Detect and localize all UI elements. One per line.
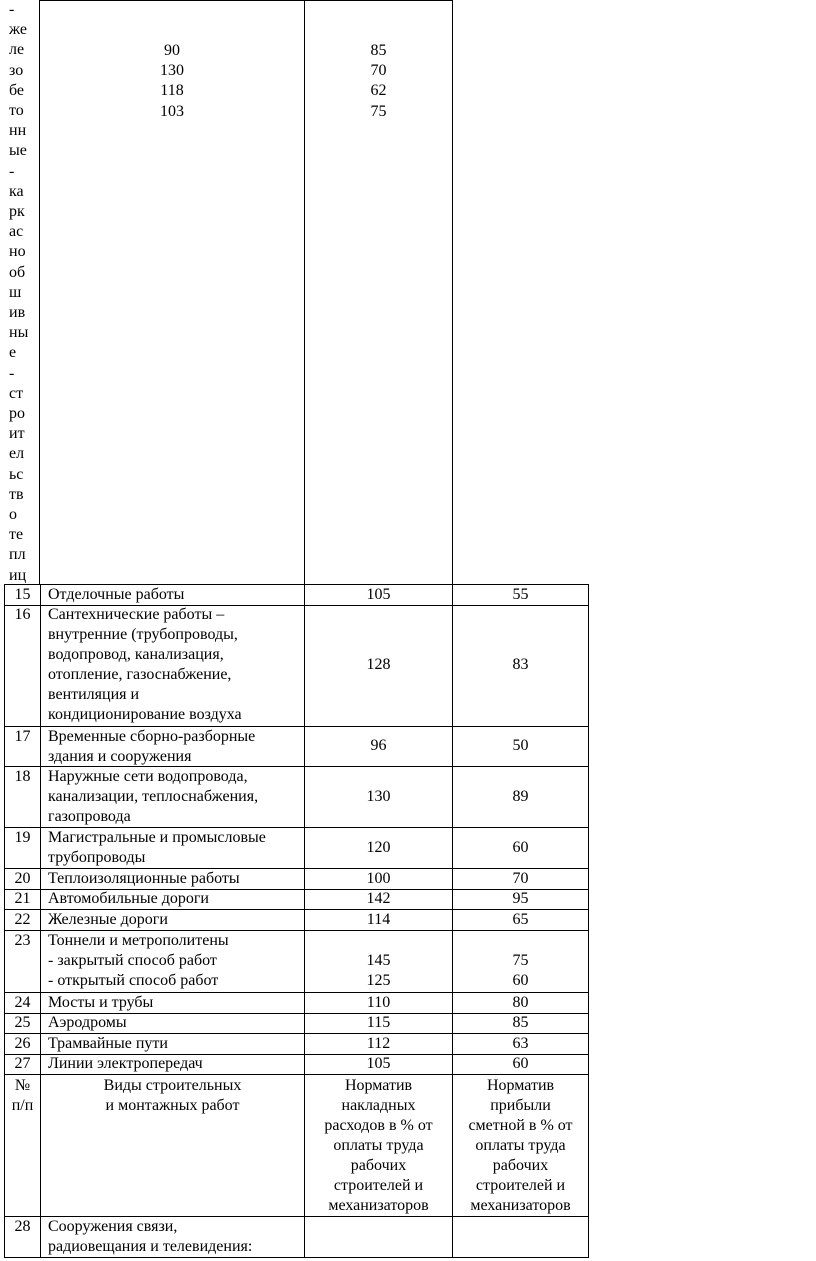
row-number: 25 (14, 1014, 31, 1031)
table-border (40, 584, 41, 1258)
overhead-value: 112 (366, 1035, 391, 1052)
header-profit: Норматив прибыли сметной в % от оплаты труда рабочих строителей и механизаторов (468, 1077, 573, 1214)
row-number: 16 (14, 606, 31, 623)
profit-value: 60 (512, 1055, 529, 1072)
profit-value: 63 (512, 1035, 529, 1052)
work-type: Отделочные работы (48, 586, 185, 603)
work-type: Магистральные и промысловые трубопроводы (48, 829, 266, 866)
overhead-value: 96 (370, 737, 387, 754)
profit-value: 89 (512, 788, 529, 805)
work-type: Теплоизоляционные работы (48, 870, 240, 887)
row-number: 18 (14, 768, 31, 785)
table-border (452, 0, 453, 584)
profit-value: 50 (512, 737, 529, 754)
table-border (4, 1257, 589, 1258)
table-border (39, 0, 453, 1)
overhead-value: 105 (366, 1055, 391, 1072)
overhead-value: 128 (366, 656, 391, 673)
profit-value: 75 60 (512, 952, 529, 989)
overhead-values: 90 130 118 103 (160, 42, 184, 120)
profit-value: 95 (512, 890, 529, 907)
row-number: 20 (14, 870, 31, 887)
profit-value: 55 (512, 586, 529, 603)
header-work-types: Виды строительных и монтажных работ (103, 1077, 242, 1114)
row-number: 19 (14, 829, 31, 846)
header-number: № п/п (11, 1077, 34, 1114)
row-number: 24 (14, 994, 31, 1011)
work-type: Временные сборно-разборные здания и сооружения (48, 728, 256, 765)
profit-value: 60 (512, 839, 529, 856)
row-number: 17 (14, 728, 31, 745)
vertical-text-cell: - же ле зо бе то нн ые - ка рк ас но об ш ив ны е - ст ро ит ел ьс тв о те пл иц (9, 1, 29, 584)
work-type: Автомобильные дороги (48, 890, 209, 907)
table-border (588, 584, 589, 1258)
header-overhead: Норматив накладных расходов в % от оплаты труда рабочих строителей и механизаторов (324, 1077, 433, 1214)
overhead-value: 142 (366, 890, 391, 907)
row-number: 15 (14, 586, 31, 603)
work-type: Трамвайные пути (48, 1035, 168, 1052)
work-type: Сантехнические работы – внутренние (трубопроводы, водопровод, канализация, отопление, газоснабжение, вентиляция и кондиционирование воздуха (48, 606, 242, 723)
profit-values: 85 70 62 75 (370, 42, 387, 120)
work-type: Сооружения связи, радиовещания и телевидения: (48, 1218, 253, 1255)
work-type: Железные дороги (48, 911, 168, 928)
profit-value: 70 (512, 870, 529, 887)
profit-value: 85 (512, 1014, 529, 1031)
overhead-value: 120 (366, 839, 391, 856)
row-number: 23 (14, 932, 31, 949)
work-type: Тоннели и метрополитены - закрытый способ работ - открытый способ работ (48, 932, 229, 989)
row-number: 27 (14, 1055, 31, 1072)
overhead-value: 110 (366, 994, 391, 1011)
overhead-value: 100 (366, 870, 391, 887)
overhead-value: 145 125 (366, 952, 391, 989)
profit-value: 80 (512, 994, 529, 1011)
overhead-value: 115 (366, 1014, 391, 1031)
work-type: Мосты и трубы (48, 994, 154, 1011)
work-type: Аэродромы (48, 1014, 127, 1031)
profit-value: 65 (512, 911, 529, 928)
overhead-value: 105 (366, 586, 391, 603)
row-number: 28 (14, 1218, 31, 1235)
overhead-value: 130 (366, 788, 391, 805)
work-type: Линии электропередач (48, 1055, 203, 1072)
profit-value: 83 (512, 656, 529, 673)
row-number: 21 (14, 890, 31, 907)
row-number: 26 (14, 1035, 31, 1052)
overhead-value: 114 (366, 911, 391, 928)
table-border (4, 1074, 589, 1075)
work-type: Наружные сети водопровода, канализации, теплоснабжения, газопровода (48, 768, 259, 825)
row-number: 22 (14, 911, 31, 928)
